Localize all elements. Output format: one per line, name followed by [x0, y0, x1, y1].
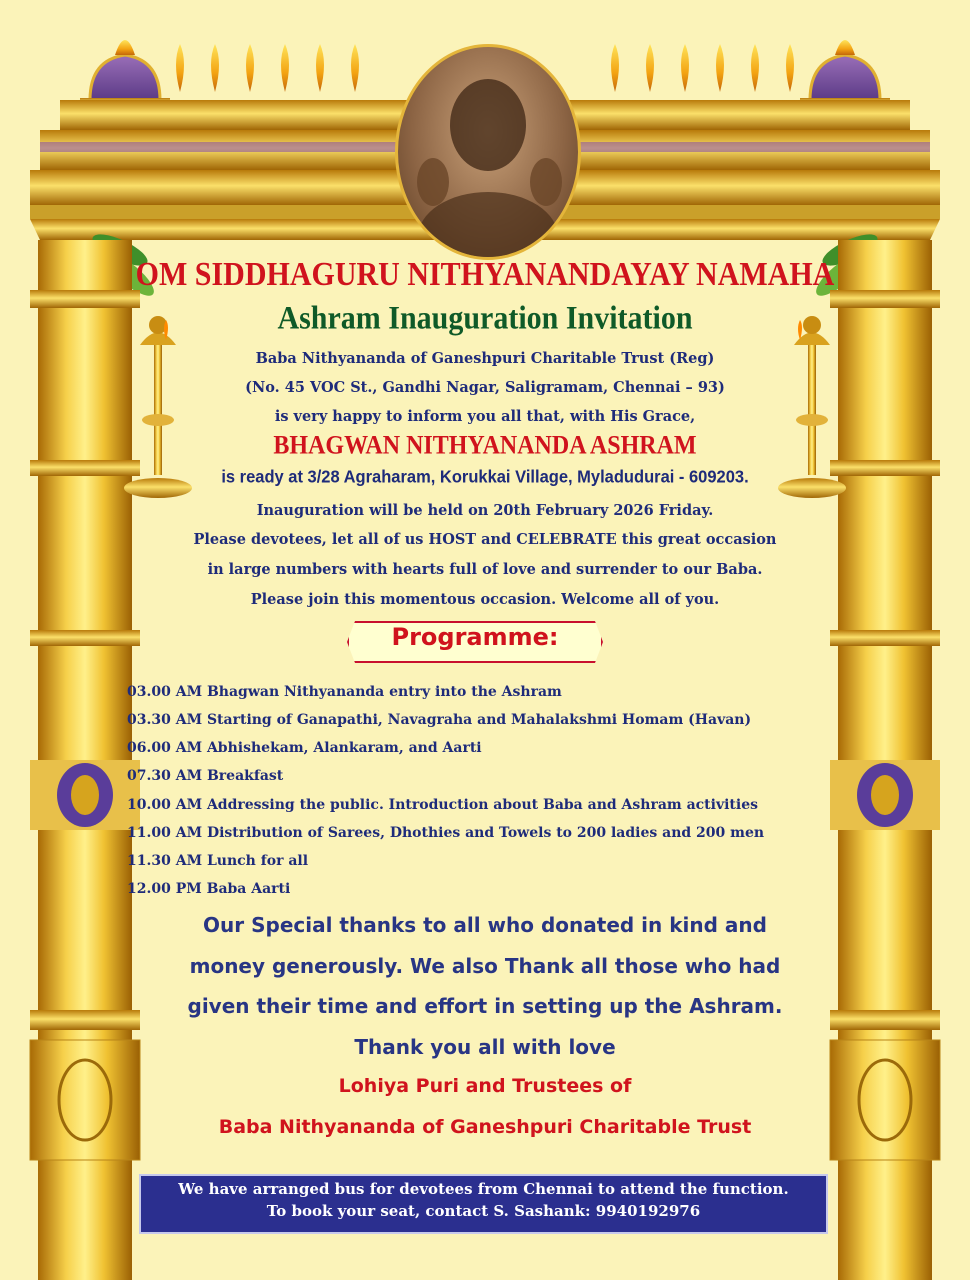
happy-line: is very happy to inform you all that, with His Grace, [274, 408, 696, 425]
thanks-line-4: Thank you all with love [354, 1035, 616, 1059]
appeal-line-2: in large numbers with hearts full of love and surrender to our Baba. [207, 561, 763, 578]
mantra-heading: OM SIDDHAGURU NITHYANANDAYAY NAMAHA [135, 255, 835, 293]
guru-figure-icon [398, 47, 578, 257]
trust-address: (No. 45 VOC St., Gandhi Nagar, Saligramam, Chennai – 93) [245, 379, 725, 396]
right-dome [800, 40, 890, 108]
ashram-address-line: is ready at 3/28 Agraharam, Korukkai Village, Myladudurai - 609203. [221, 467, 749, 487]
inauguration-date: Inauguration will be held on 20th February 2026 Friday. [256, 502, 714, 519]
thanks-line-3: given their time and effort in setting up the Ashram. [187, 994, 783, 1018]
thanks-line-2: money generously. We also Thank all those who had [189, 954, 781, 978]
appeal-line-3: Please join this momentous occasion. Welcome all of you. [250, 591, 720, 608]
guru-portrait [395, 44, 581, 260]
programme-label: Programme: [391, 623, 559, 651]
schedule-item: 03.30 AM Starting of Ganapathi, Navagraha and Mahalakshmi Homam (Havan) [127, 712, 752, 728]
invitation-title: Ashram Inauguration Invitation [277, 300, 693, 337]
schedule-item: 07.30 AM Breakfast [127, 768, 284, 784]
bus-notice-contact: To book your seat, contact S. Sashank: 9940192976 [266, 1202, 701, 1220]
schedule-item: 11.30 AM Lunch for all [127, 853, 309, 869]
thanks-line-1: Our Special thanks to all who donated in kind and [203, 913, 767, 937]
signature-line-2: Baba Nithyananda of Ganeshpuri Charitable Trust [218, 1116, 752, 1138]
schedule-item: 10.00 AM Addressing the public. Introduction about Baba and Ashram activities [127, 797, 758, 813]
appeal-line-1: Please devotees, let all of us HOST and CELEBRATE this great occasion [193, 531, 777, 548]
left-dome [80, 40, 170, 108]
trust-name: Baba Nithyananda of Ganeshpuri Charitable Trust (Reg) [255, 350, 715, 367]
schedule-item: 11.00 AM Distribution of Sarees, Dhothies and Towels to 200 ladies and 200 men [127, 825, 765, 841]
bus-notice-line-1: We have arranged bus for devotees from Chennai to attend the function. [178, 1180, 789, 1198]
signature-line-1: Lohiya Puri and Trustees of [338, 1075, 632, 1097]
schedule-item: 06.00 AM Abhishekam, Alankaram, and Aarti [127, 740, 482, 756]
ashram-name: BHAGWAN NITHYANANDA ASHRAM [273, 431, 697, 461]
schedule-item: 03.00 AM Bhagwan Nithyananda entry into the Ashram [127, 684, 562, 700]
schedule-item: 12.00 PM Baba Aarti [127, 881, 291, 897]
